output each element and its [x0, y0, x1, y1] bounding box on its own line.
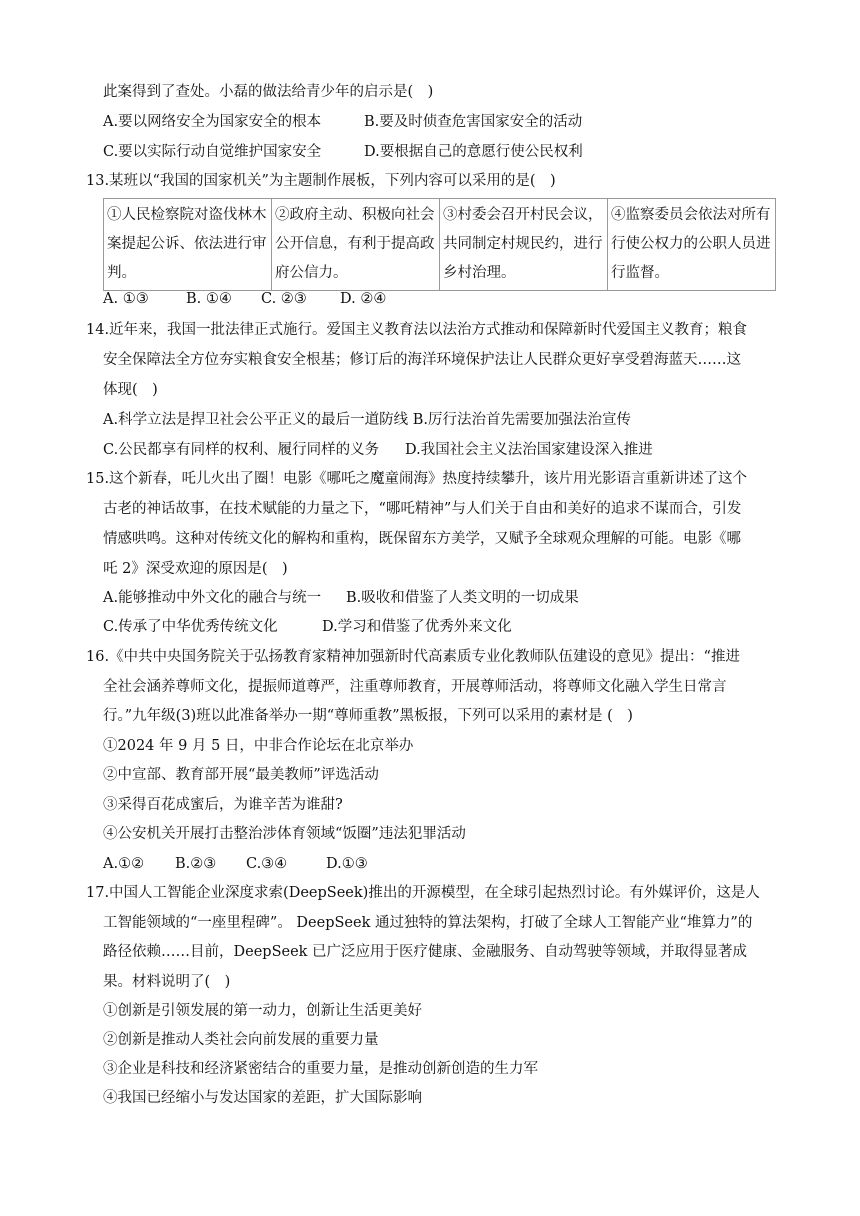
q15-line-2: 古老的神话故事，在技术赋能的力量之下，“哪吒精神”与人们关于自由和美好的追求不谋而合，引发 — [103, 501, 742, 517]
q12-option-c: C.要以实际行动自觉维护国家安全 — [103, 144, 322, 160]
q14-option-c: C.公民都享有同样的权利、履行同样的义务 — [103, 442, 380, 458]
q13-option-d: D. ②④ — [340, 291, 387, 307]
q16-item-3: ③采得百花成蜜后，为谁辛苦为谁甜? — [103, 797, 343, 813]
q15-option-a: A.能够推动中外文化的融合与统一 — [103, 590, 322, 606]
q13-stem: 13.某班以“我国的国家机关”为主题制作展板，下列内容可以采用的是( ) — [86, 173, 556, 189]
q12-option-b: B.要及时侦查危害国家安全的活动 — [364, 114, 583, 130]
q12-option-a: A.要以网络安全为国家安全的根本 — [103, 114, 322, 130]
q17-item-2: ②创新是推动人类社会向前发展的重要力量 — [103, 1032, 379, 1048]
q16-item-2: ②中宣部、教育部开展“最美教师”评选活动 — [103, 767, 379, 783]
q15-line-4: 吒 2》深受欢迎的原因是( ) — [103, 561, 288, 577]
q15-option-b: B.吸收和借鉴了人类文明的一切成果 — [346, 590, 579, 606]
q13-option-a: A. ①③ — [103, 291, 149, 307]
q16-line-3: 行。”九年级(3)班以此准备举办一期“尊师重教”黑板报，下列可以采用的素材是 ( ) — [103, 708, 633, 724]
q17-item-4: ④我国已经缩小与发达国家的差距，扩大国际影响 — [103, 1090, 422, 1106]
q13-table — [103, 198, 776, 291]
q14-option-d: D.我国社会主义法治国家建设深入推进 — [405, 442, 653, 458]
q17-item-3: ③企业是科技和经济紧密结合的重要力量，是推动创新创造的生力军 — [103, 1061, 538, 1077]
q16-option-d: D.①③ — [326, 856, 368, 872]
q16-option-b: B.②③ — [175, 856, 217, 872]
q13-option-b: B. ①④ — [186, 291, 232, 307]
q12-stem-tail: 此案得到了查处。小磊的做法给青少年的启示是( ) — [103, 84, 434, 100]
q15-option-d: D.学习和借鉴了优秀外来文化 — [322, 619, 512, 635]
q14-line-3: 体现( ) — [103, 382, 158, 398]
q13-cell-3: ③村委会召开村民会议，共同制定村规民约，进行乡村治理。 — [440, 199, 608, 291]
q15-line-1: 15.这个新春，吒儿火出了圈！电影《哪吒之魔童闹海》热度持续攀升，该片用光影语言重新讲述了这个 — [86, 471, 748, 487]
q12-option-d: D.要根据自己的意愿行使公民权利 — [364, 144, 583, 160]
q14-line-2: 安全保障法全方位夯实粮食安全根基；修订后的海洋环境保护法让人民群众更好享受碧海蓝天……这 — [103, 352, 741, 368]
q13-cell-2: ②政府主动、积极向社会公开信息，有利于提高政府公信力。 — [272, 199, 440, 291]
q17-item-1: ①创新是引领发展的第一动力，创新让生活更美好 — [103, 1003, 422, 1019]
q15-line-3: 情感哄鸣。这种对传统文化的解构和重构，既保留东方美学，又赋予全球观众理解的可能。电影《哪 — [103, 531, 741, 547]
q14-line-1: 14.近年来，我国一批法律正式施行。爱国主义教育法以法治方式推动和保障新时代爱国主义教育；粮食 — [86, 322, 748, 338]
q17-line-4: 果。材料说明了( ) — [103, 974, 231, 990]
q16-option-a: A.①② — [103, 856, 145, 872]
q13-cell-1: ①人民检察院对盗伐林木案提起公诉、依法进行审判。 — [104, 199, 272, 291]
q16-line-1: 16.《中共中央国务院关于弘扬教育家精神加强新时代高素质专业化教师队伍建设的意见》提出：“推进 — [86, 649, 740, 665]
q16-line-2: 全社会涵养尊师文化，提振师道尊严，注重尊师教育，开展尊师活动，将尊师文化融入学生日常言 — [103, 679, 727, 695]
q17-line-3: 路径依赖……目前，DeepSeek 已广泛应用于医疗健康、金融服务、自动驾驶等领域，并取得显著成 — [103, 944, 748, 960]
q15-option-c: C.传承了中华优秀传统文化 — [103, 619, 278, 635]
q16-option-c: C.③④ — [246, 856, 288, 872]
q16-item-1: ①2024 年 9 月 5 日，中非合作论坛在北京举办 — [103, 738, 414, 754]
q13-option-c: C. ②③ — [261, 291, 307, 307]
q14-option-ab: A.科学立法是捍卫社会公平正义的最后一道防线 B.厉行法治首先需要加强法治宣传 — [103, 412, 631, 428]
q17-line-1: 17.中国人工智能企业深度求索(DeepSeek)推出的开源模型，在全球引起热烈讨论。有外媒评价，这是人 — [86, 885, 760, 901]
q16-item-4: ④公安机关开展打击整治涉体育领域“饭圈”违法犯罪活动 — [103, 826, 466, 842]
q17-line-2: 工智能领域的“一座里程碑”。 DeepSeek 通过独特的算法架构，打破了全球人工智能产业“堆算力”的 — [103, 915, 753, 931]
q13-cell-4: ④监察委员会依法对所有行使公权力的公职人员进行监督。 — [608, 199, 776, 291]
